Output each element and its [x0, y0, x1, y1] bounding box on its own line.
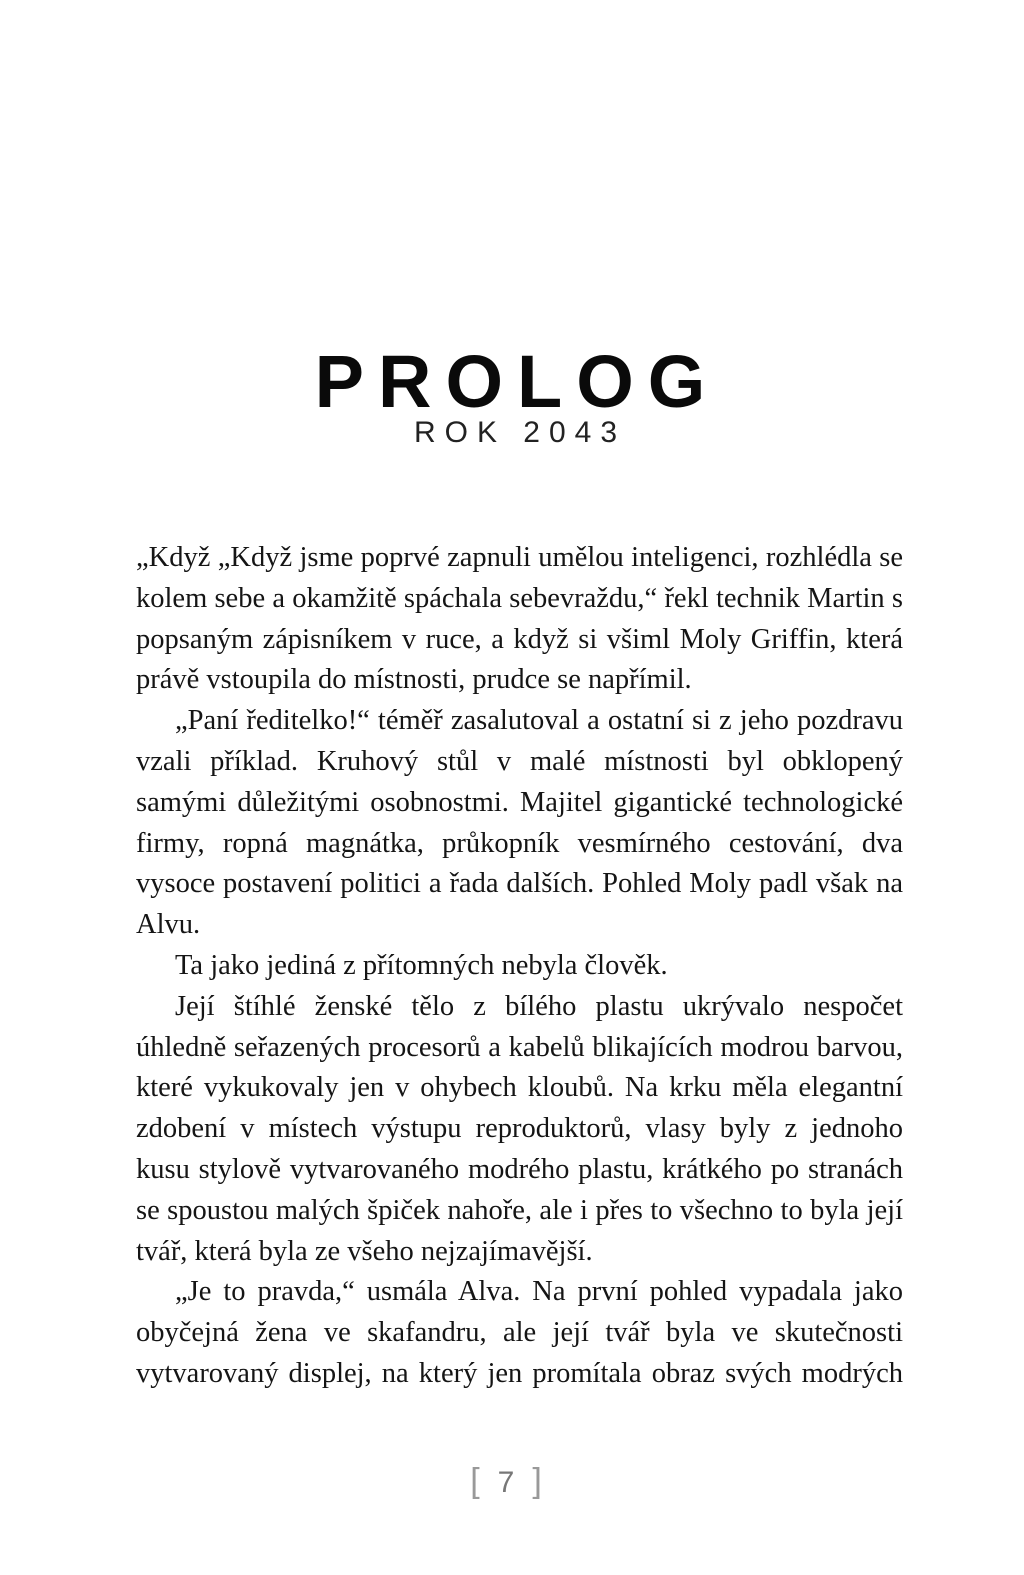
page-number [0, 1462, 1016, 1501]
paragraph: „Paní ředitelko!“ téměř zasalutoval a ostatní si z jeho pozdravu vzali příklad. Kruhový stůl v malé místnosti byl obklopený samými důležitými osobnostmi. Majitel gigantické technologické firmy, ropná magnátka, průkopník vesmírného cestování, dva vysoce postavení politici a řada dalších. Pohled Moly padl však na Alvu. [136, 705, 903, 941]
body-text [136, 538, 903, 1395]
paragraph: Její štíhlé ženské tělo z bílého plastu ukrývalo nespočet úhledně seřazených procesorů a kabelů blikajících modrou barvou, které vykukovaly jen v ohybech kloubů. Na krku měla elegantní zdobení v místech výstupu reproduktorů, vlasy byly z jednoho kusu stylově vytvarovaného modrého plastu, krátkého po stranách se spoustou malých špiček nahoře, ale i přes to všechno to byla její tvář, která byla ze všeho nejzajímavější. [136, 990, 903, 1267]
paragraph: Ta jako jediná z přítomných nebyla člověk. [175, 949, 668, 981]
chapter-subtitle: ROK 2043 [413, 416, 627, 449]
paragraph: „Když „Když jsme poprvé zapnuli umělou inteligenci, rozhlédla se kolem sebe a okamžitě spáchala sebevraždu,“ řekl technik Martin s popsaným zápisníkem v ruce, a když si všiml Moly Griffin, která právě vstoupila do místnosti, prudce se napřímil. [136, 542, 903, 696]
page-number-value: 7 [497, 1466, 519, 1499]
paragraph: „Je to pravda,“ usmála Alva. Na první pohled vypadala jako obyčejná žena ve skafandru, ale její tvář byla ve skutečnosti vytvarovaný displej, na který jen promítala obraz svých modrých [136, 1276, 903, 1389]
page-number-close-bracket: ] [532, 1462, 546, 1500]
page-number-open-bracket: [ [470, 1462, 484, 1500]
chapter-title: PROLOG [314, 339, 720, 423]
